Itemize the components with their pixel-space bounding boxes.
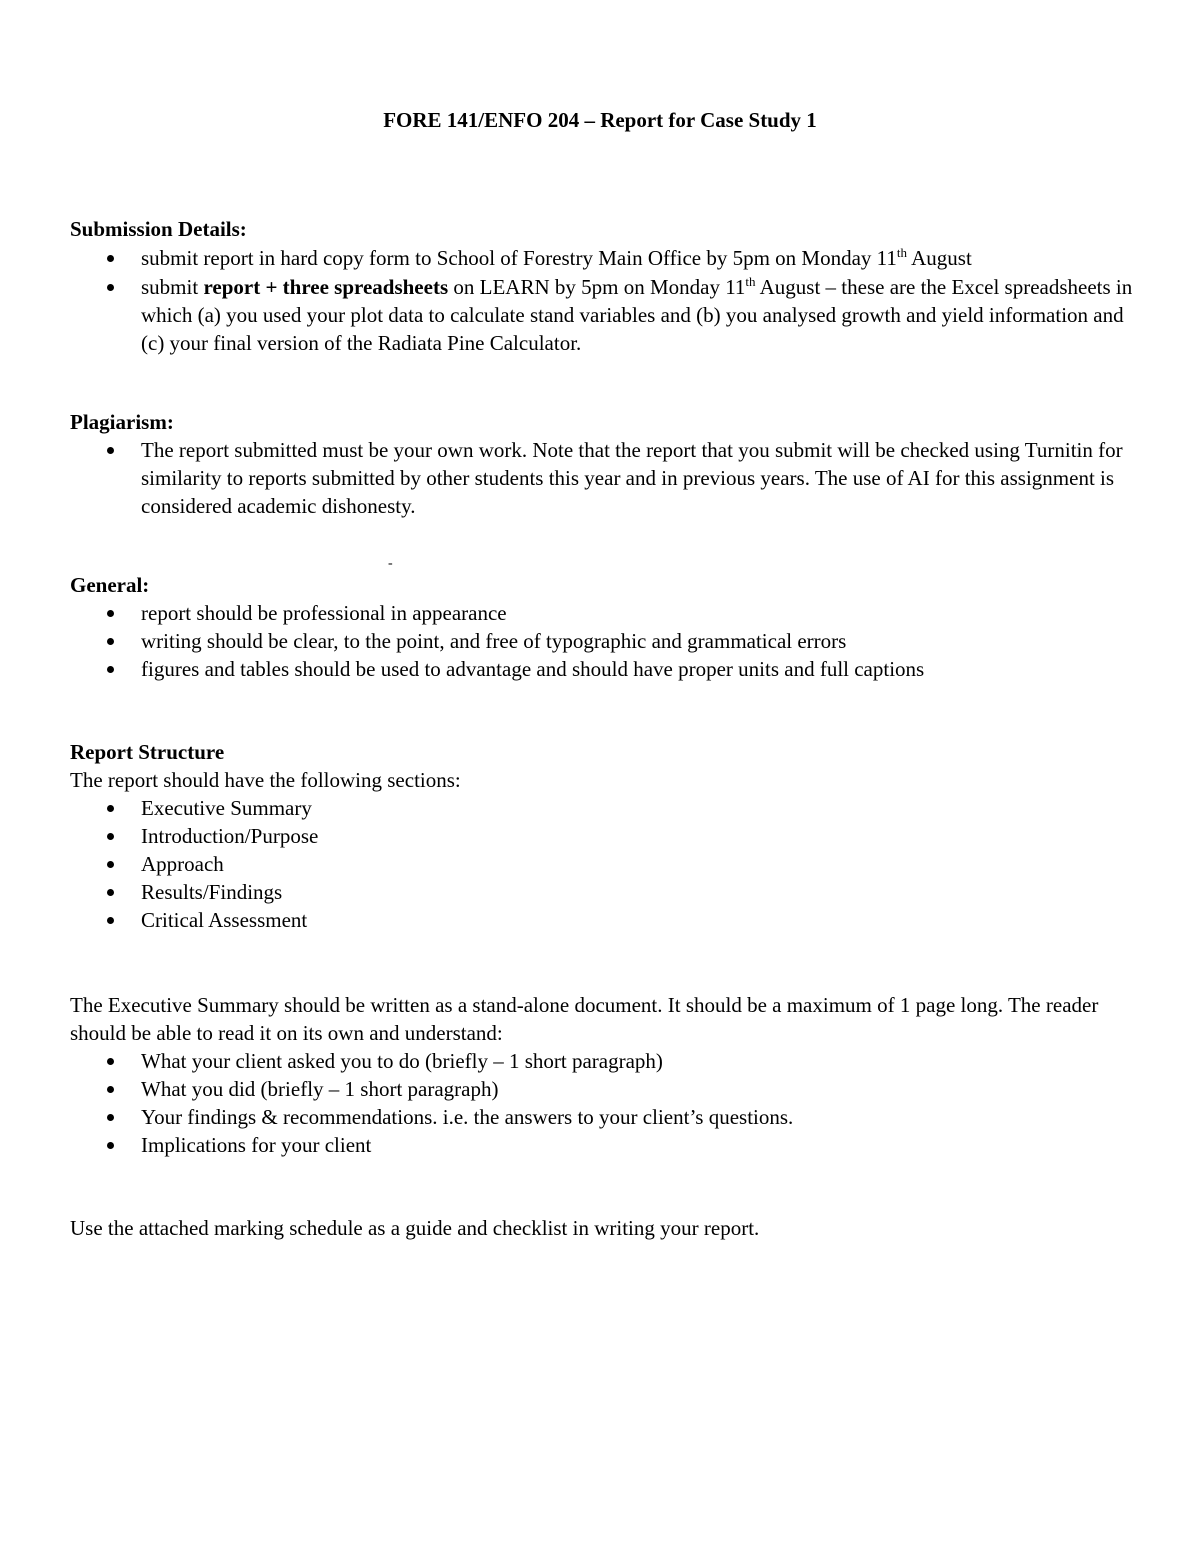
list-item: writing should be clear, to the point, and free of typographic and grammatical errors	[70, 627, 1140, 655]
list-item: submit report in hard copy form to School of Forestry Main Office by 5pm on Monday 11th August	[70, 244, 1140, 272]
submission-list	[70, 244, 1140, 357]
list-item: Implications for your client	[70, 1131, 1145, 1159]
general-heading: General:	[70, 573, 150, 597]
plagiarism-section	[70, 408, 1140, 520]
list-item: The report submitted must be your own work. Note that the report that you submit will be checked using Turnitin for similarity to reports submitted by other students this year and in previous years. The use of AI for this assignment is considered academic dishonesty.	[70, 436, 1140, 520]
general-section	[70, 571, 1140, 683]
executive-list	[70, 1047, 1145, 1159]
general-list	[70, 599, 1140, 683]
list-item: Executive Summary	[70, 794, 1140, 822]
closing-text: Use the attached marking schedule as a guide and checklist in writing your report.	[70, 1216, 760, 1240]
structure-section	[70, 738, 1140, 934]
list-item: What your client asked you to do (briefly – 1 short paragraph)	[70, 1047, 1145, 1075]
document-title: FORE 141/ENFO 204 – Report for Case Study 1	[383, 108, 817, 132]
list-item: figures and tables should be used to advantage and should have proper units and full captions	[70, 655, 1140, 683]
list-item: Your findings & recommendations. i.e. the answers to your client’s questions.	[70, 1103, 1145, 1131]
emphasis-text: report + three spreadsheets	[203, 275, 449, 299]
submission-heading: Submission Details:	[70, 217, 247, 241]
list-item: What you did (briefly – 1 short paragraph)	[70, 1075, 1145, 1103]
executive-section	[70, 991, 1145, 1159]
list-item: report should be professional in appearance	[70, 599, 1140, 627]
plagiarism-heading: Plagiarism:	[70, 410, 174, 434]
list-item: Critical Assessment	[70, 906, 1140, 934]
submission-section	[70, 215, 1140, 357]
plagiarism-list	[70, 436, 1140, 520]
list-item: submit report + three spreadsheets on LEARN by 5pm on Monday 11th August – these are the Excel spreadsheets in which (a) you used your plot data to calculate stand variables and (b) you analysed growth and yield information and (c) your final version of the Radiata Pine Calculator.	[70, 273, 1140, 357]
structure-heading: Report Structure	[70, 740, 225, 764]
list-item: Results/Findings	[70, 878, 1140, 906]
list-item: Introduction/Purpose	[70, 822, 1140, 850]
structure-list	[70, 794, 1140, 934]
structure-intro: The report should have the following sections:	[70, 768, 461, 792]
stray-mark: -	[388, 556, 393, 571]
closing-section	[70, 1214, 1140, 1242]
executive-intro: The Executive Summary should be written as a stand-alone document. It should be a maximum of 1 page long. The reader should be able to read it on its own and understand:	[70, 993, 1099, 1045]
list-item: Approach	[70, 850, 1140, 878]
